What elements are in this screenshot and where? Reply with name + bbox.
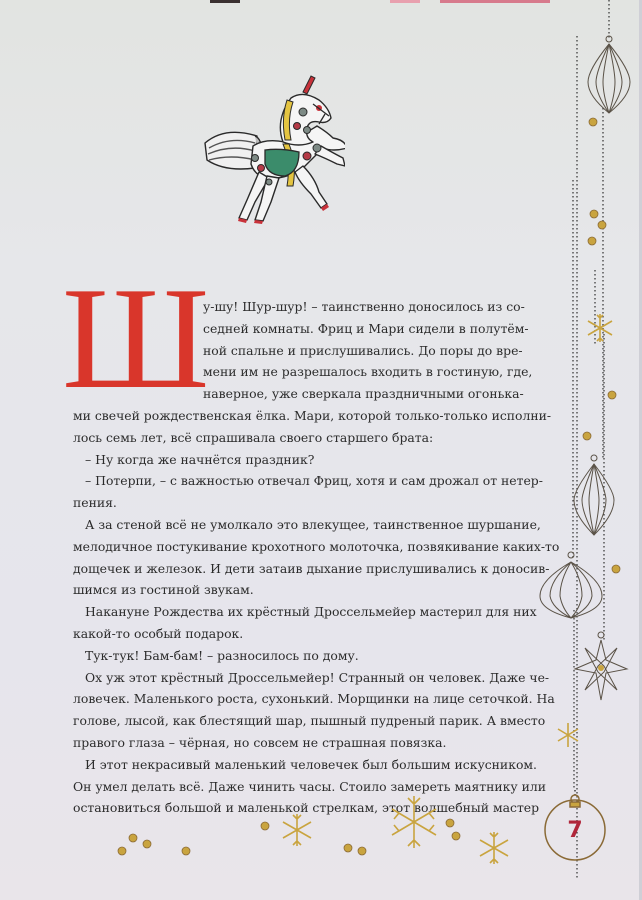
- story-line: лось семь лет, всё спрашивала своего старшего брата:: [73, 429, 434, 445]
- star-ornament-icon: [575, 632, 627, 700]
- page-number: 7: [567, 818, 583, 843]
- story-line: ми свечей рождественская ёлка. Мари, которой только-только исполни-: [73, 407, 552, 423]
- story-line: голове, лысой, как блестящий шар, пышный пудреный парик. А вместо: [73, 713, 546, 729]
- story-line: Ох уж этот крёстный Дроссельмейер! Странный он человек. Даже че-: [85, 669, 550, 685]
- previous-page-bleed: [0, 0, 642, 6]
- story-line: правого глаза – чёрная, но совсем не страшная повязка.: [73, 734, 447, 750]
- ribbed-ornament-top-icon: [588, 36, 630, 113]
- story-line: какой-то особый подарок.: [73, 625, 244, 641]
- story-line: Тук-тук! Бам-бам! – разносилось по дому.: [85, 647, 359, 663]
- story-line: дощечек и железок. И дети затаив дыхание прислушивались к доносив-: [73, 560, 550, 576]
- story-line: ной спальне и прислушивались. До поры до вре-: [203, 342, 523, 358]
- story-line: – Потерпи, – с важностью отвечал Фриц, хотя и сам дрожал от нетер-: [85, 473, 543, 489]
- story-line: пения.: [73, 495, 117, 511]
- story-line: мелодичное постукивание крохотного молоточка, позвякивание каких-то: [73, 538, 560, 554]
- story-line: – Ну когда же начнётся праздник?: [85, 451, 315, 467]
- story-line: А за стеной всё не умолкало это влекущее, таинственное шуршание,: [85, 516, 541, 532]
- story-line: мени им не разрешалось входить в гостиную, где,: [203, 364, 533, 380]
- story-line: шимся из гостиной звукам.: [73, 582, 254, 598]
- drop-cap: Ш: [62, 257, 206, 419]
- toy-horse-illustration: [195, 68, 345, 233]
- hanging-strings: [573, 0, 609, 880]
- story-line: Накануне Рождества их крёстный Дроссельмейер мастерил для них: [85, 604, 537, 620]
- onion-ornament-icon: [540, 552, 602, 618]
- story-line: у-шу! Шур-шур! – таинственно доносилось из со-: [203, 299, 525, 314]
- story-line: остановиться большой и маленькой стрелкам, этот волшебный мастер: [73, 800, 540, 816]
- story-line: наверное, уже сверкала праздничными огонька-: [203, 386, 524, 402]
- story-line: Он умел делать всё. Даже чинить часы. Стоило замереть маятнику или: [73, 778, 547, 794]
- story-line: седней комнаты. Фриц и Мари сидели в полутём-: [203, 320, 529, 336]
- story-text: [73, 296, 560, 819]
- story-line: ловечек. Маленького роста, сухонький. Морщинки на лице сеточкой. На: [73, 691, 555, 707]
- story-line: И этот некрасивый маленький человечек был большим искусником.: [85, 756, 537, 772]
- ribbed-ornament-middle-icon: [574, 455, 614, 535]
